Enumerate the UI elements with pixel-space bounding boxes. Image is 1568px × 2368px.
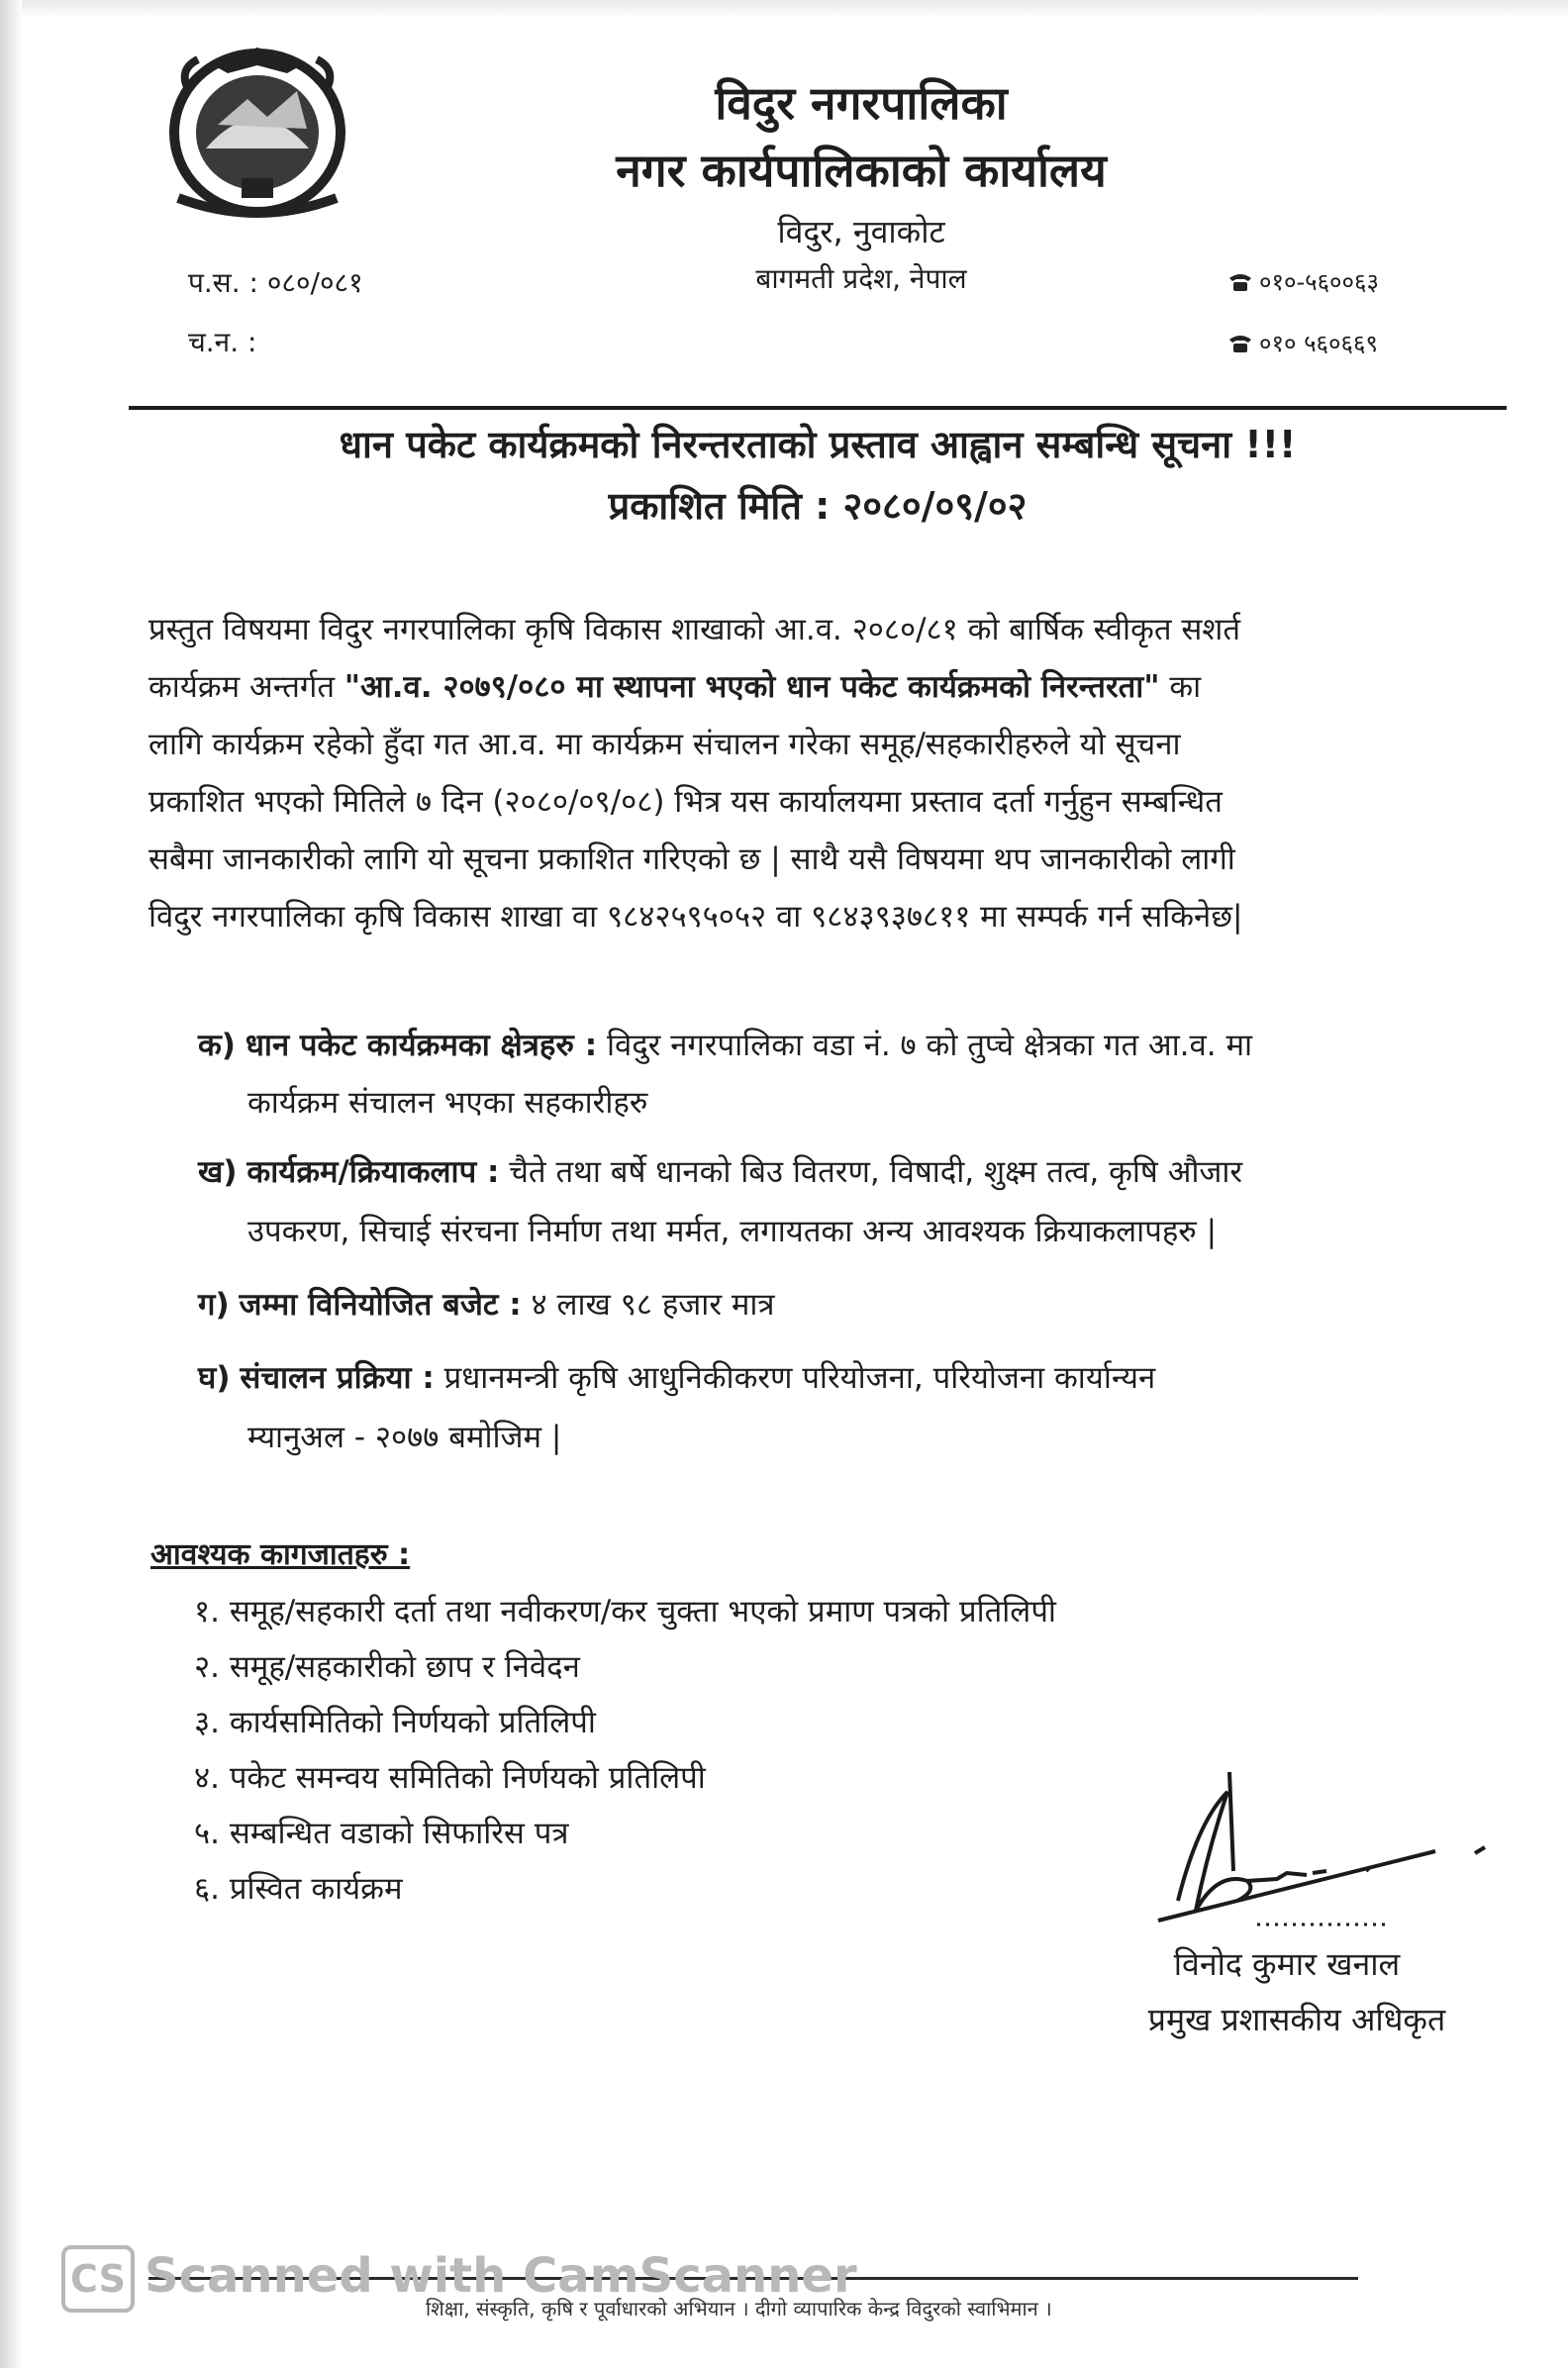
signature-image (1138, 1762, 1515, 1940)
footer-slogan: शिक्षा, संस्कृति, कृषि र पूर्वाधारको अभियान । दीगो व्यापारिक केन्द्र विदुरको स्वाभिमान । (426, 2297, 1052, 2320)
item-kha (198, 1150, 1242, 1192)
item-key: ग) (198, 1287, 230, 1323)
document-item: २. समूह/सहकारीको छाप र निवेदन (194, 1649, 580, 1685)
body-line-5: सबैमा जानकारीको लागि यो सूचना प्रकाशित गरिएको छ | साथै यसै विषयमा थप जानकारीको लागी (148, 841, 1235, 877)
body-line-1: प्रस्तुत विषयमा विदुर नगरपालिका कृषि विकास शाखाको आ.व. २०८०/८१ को बार्षिक स्वीकृत सशर्त (148, 612, 1241, 647)
phone-number-1 (1227, 265, 1379, 298)
item-kha-continuation: उपकरण, सिचाई संरचना निर्माण तथा मर्मत, लगायतका अन्य आवश्यक क्रियाकलापहरु | (247, 1214, 1218, 1249)
required-documents-title: आवश्यक कागजातहरु : (150, 1537, 411, 1572)
program-name-quote: "आ.व. २०७९/०८० मा स्थापना भएको धान पकेट कार्यक्रमको निरन्तरता" (343, 669, 1160, 705)
office-subtitle: नगर कार्यपालिकाको कार्यालय (616, 144, 1107, 197)
telephone-icon (1227, 334, 1253, 353)
phone-number-2-text: ०१० ५६०६६९ (1259, 330, 1378, 357)
body-line-3: लागि कार्यक्रम रहेको हुँदा गत आ.व. मा कार्यक्रम संचालन गरेका समूह/सहकारीहरुले यो सूचना (148, 727, 1181, 762)
scan-left-edge (0, 0, 22, 2368)
document-item: ४. पकेट समन्वय समितिको निर्णयको प्रतिलिपी (194, 1760, 706, 1796)
item-gha-continuation: म्यानुअल - २०७७ बमोजिम | (247, 1420, 562, 1455)
item-ka (198, 1024, 1252, 1065)
item-ka-continuation: कार्यक्रम संचालन भएका सहकारीहरु (247, 1085, 648, 1121)
body-line-2-prefix: कार्यक्रम अन्तर्गत (148, 669, 336, 705)
dispatch-number: च.न. : (188, 326, 257, 358)
item-text: चैते तथा बर्षे धानको बिउ वितरण, विषादी, शुक्ष्म तत्व, कृषि औजार (509, 1154, 1243, 1190)
watermark-text: Scanned with CamScanner (145, 2248, 857, 2304)
body-line-4: प्रकाशित भएको मितिले ७ दिन (२०८०/०९/०८) भित्र यस कार्यालयमा प्रस्ताव दर्ता गर्नुहुन सम्बन्धित (148, 784, 1223, 820)
document-item: ५. सम्बन्धित वडाको सिफारिस पत्र (194, 1816, 569, 1851)
letter-ref-number: प.स. : ०८०/०८१ (188, 266, 363, 299)
publication-date: प्रकाशित मिति : २०८०/०९/०२ (608, 484, 1028, 528)
office-address: विदुर, नुवाकोट (777, 213, 945, 250)
camscanner-logo-icon: CS (61, 2245, 135, 2313)
phone-number-2 (1227, 327, 1378, 359)
office-province: बागमती प्रदेश, नेपाल (755, 262, 967, 295)
telephone-icon (1227, 272, 1253, 292)
header-divider (129, 406, 1507, 410)
item-title: धान पकेट कार्यक्रमका क्षेत्रहरु : (245, 1028, 598, 1063)
scan-top-edge (0, 0, 1568, 18)
notice-subject: धान पकेट कार्यक्रमको निरन्तरताको प्रस्ताव आह्वान सम्बन्धि सूचना !!! (339, 423, 1297, 466)
item-text: ४ लाख ९८ हजार मात्र (531, 1287, 775, 1323)
signer-name: विनोद कुमार खनाल (1173, 1945, 1401, 1983)
item-ga (198, 1283, 775, 1325)
body-line-2-suffix: का (1169, 669, 1202, 705)
document-item: ६. प्रस्वित कार्यक्रम (194, 1871, 403, 1907)
item-title: कार्यक्रम/क्रियाकलाप : (246, 1154, 500, 1190)
item-key: क) (198, 1028, 236, 1063)
item-title: जम्मा विनियोजित बजेट : (239, 1287, 522, 1323)
phone-number-1-text: ०१०-५६००६३ (1259, 268, 1379, 296)
body-line-2 (148, 665, 1487, 707)
item-text: प्रधानमन्त्री कृषि आधुनिकीकरण परियोजना, परियोजना कार्यान्यन (443, 1360, 1156, 1396)
item-text: विदुर नगरपालिका वडा नं. ७ को तुप्चे क्षेत्रका गत आ.व. मा (606, 1028, 1253, 1063)
office-title: विदुर नगरपालिका (715, 76, 1008, 130)
item-gha (198, 1356, 1155, 1398)
document-item: ३. कार्यसमितिको निर्णयको प्रतिलिपी (194, 1705, 596, 1740)
item-key: ख) (198, 1154, 238, 1190)
document-item: १. समूह/सहकारी दर्ता तथा नवीकरण/कर चुक्ता भएको प्रमाण पत्रको प्रतिलिपी (194, 1594, 1056, 1629)
signer-designation: प्रमुख प्रशासकीय अधिकृत (1147, 2001, 1446, 2038)
body-line-6: विदुर नगरपालिका कृषि विकास शाखा वा ९८४२५९५०५२ वा ९८४३९३७८११ मा सम्पर्क गर्न सकिनेछ| (148, 899, 1243, 935)
item-key: घ) (198, 1360, 231, 1396)
item-title: संचालन प्रक्रिया : (240, 1360, 435, 1396)
nepal-emblem-icon (148, 30, 366, 228)
